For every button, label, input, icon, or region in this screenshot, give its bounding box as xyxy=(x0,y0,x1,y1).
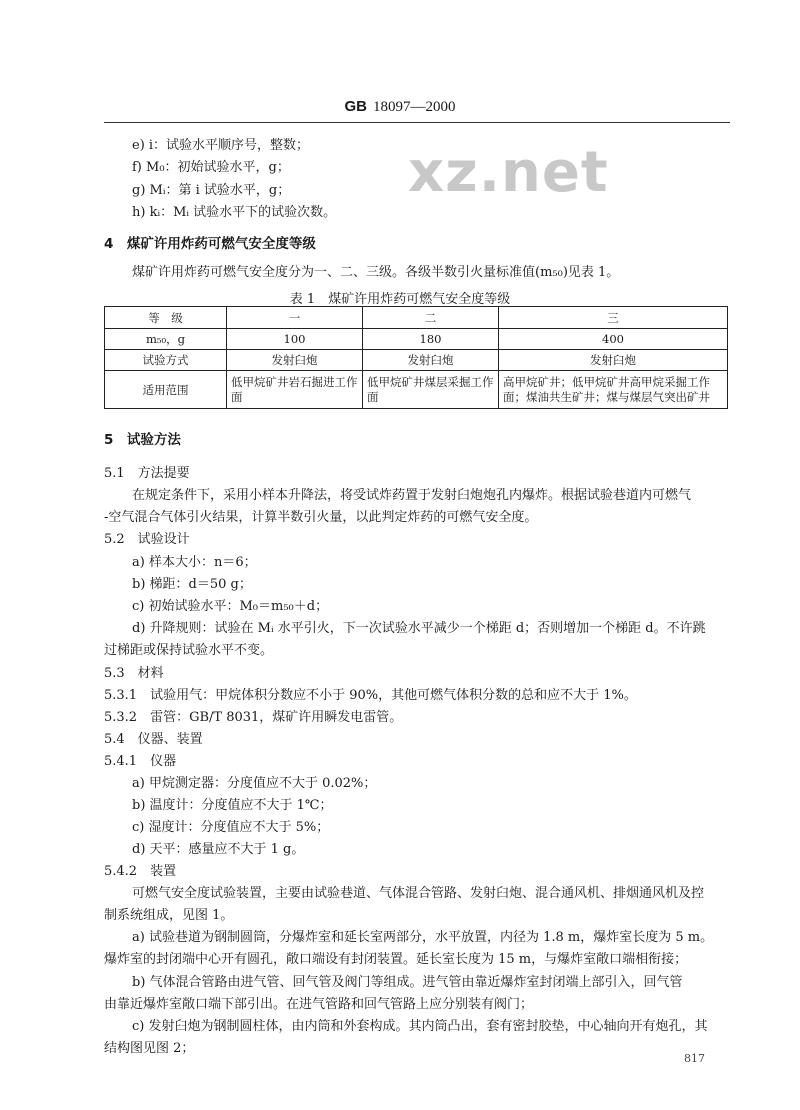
running-header xyxy=(0,98,800,116)
subsection-heading: 5.4.1 仪器 xyxy=(104,754,177,769)
list-item: b) 温度计：分度值应不大于 1℃； xyxy=(132,798,333,813)
watermark: xz.net xyxy=(408,140,609,205)
section-heading: 4 煤矿许用炸药可燃气安全度等级 xyxy=(104,236,316,252)
subsection-heading: 5.4.2 装置 xyxy=(104,864,177,879)
list-item-continuation: 过梯距或保持试验水平不变。 xyxy=(104,643,274,658)
table-cell: 发射臼炮 xyxy=(363,350,499,371)
table-header-cell: 一 xyxy=(227,307,363,329)
header-rule xyxy=(104,122,730,123)
list-item-continuation: 结构图见图 2； xyxy=(104,1041,195,1056)
table-cell: 180 xyxy=(363,329,499,350)
list-item: h) kᵢ：Mᵢ 试验水平下的试验次数。 xyxy=(132,205,337,220)
clause: 5.3.1 试验用气：甲烷体积分数应不小于 90%，其他可燃气体积分数的总和应不大于 1%。 xyxy=(104,688,637,703)
list-item-continuation: 由靠近爆炸室敞口端下部引出。在进气管路和回气管路上应分别装有阀门； xyxy=(104,997,534,1012)
table-row-label: 试验方式 xyxy=(105,350,227,371)
table-row-label: m₅₀，g xyxy=(105,329,227,350)
list-item: d) 升降规则：试验在 Mᵢ 水平引火，下一次试验水平减少一个梯距 d；否则增加一个梯距 d。不许跳 xyxy=(132,621,706,636)
table-header-cell: 二 xyxy=(363,307,499,329)
table-header-cell: 三 xyxy=(499,307,728,329)
subsection-heading: 5.3 材料 xyxy=(104,666,164,681)
list-item-continuation: 爆炸室的封闭端中心开有圆孔，敞口端设有封闭装置。延长室长度为 15 m，与爆炸室敞口端相衔接； xyxy=(104,952,688,967)
paragraph: 煤矿许用炸药可燃气安全度分为一、二、三级。各级半数引火量标准值(m₅₀)见表 1。 xyxy=(132,265,620,280)
list-item: d) 天平：感量应不大于 1 g。 xyxy=(132,842,305,857)
list-item: b) 气体混合管路由进气管、回气管及阀门等组成。进气管由靠近爆炸室封闭端上部引入，回气管 xyxy=(132,975,683,990)
table-cell: 低甲烷矿井岩石掘进工作面 xyxy=(227,371,363,409)
list-item: c) 发射臼炮为钢制圆柱体，由内筒和外套构成。其内筒凸出，套有密封胶垫，中心轴向开有炮孔，其 xyxy=(132,1019,708,1034)
list-item: a) 甲烷测定器：分度值应不大于 0.02%； xyxy=(132,776,377,791)
table-header-cell: 等 级 xyxy=(105,307,227,329)
table-cell: 100 xyxy=(227,329,363,350)
table-header-row xyxy=(105,307,728,329)
list-item: e) i：试验水平顺序号，整数； xyxy=(132,138,310,153)
clause: 5.3.2 雷管：GB/T 8031，煤矿许用瞬发电雷管。 xyxy=(104,710,403,725)
list-item: a) 试验巷道为钢制圆筒，分爆炸室和延长室两部分，水平放置，内径为 1.8 m，爆炸室长度为 5 m。 xyxy=(132,930,714,945)
list-item: b) 梯距：d＝50 g； xyxy=(132,577,252,592)
subsection-heading: 5.4 仪器、装置 xyxy=(104,732,203,747)
paragraph: -空气混合气体引火结果，计算半数引火量，以此判定炸药的可燃气安全度。 xyxy=(104,510,538,525)
table-cell: 发射臼炮 xyxy=(499,350,728,371)
table-caption: 表 1 煤矿许用炸药可燃气安全度等级 xyxy=(289,292,511,307)
table-cell: 400 xyxy=(499,329,728,350)
list-item: c) 初始试验水平：M₀＝m₅₀＋d； xyxy=(132,599,329,614)
table-row xyxy=(105,350,728,371)
list-item: f) M₀：初始试验水平，g； xyxy=(132,160,290,175)
subsection-heading: 5.1 方法提要 xyxy=(104,466,190,481)
list-item: a) 样本大小：n＝6； xyxy=(132,555,257,570)
standard-code: GB xyxy=(344,98,367,115)
list-item: c) 湿度计：分度值应不大于 5%； xyxy=(132,820,330,835)
standard-number: 18097—2000 xyxy=(373,99,456,115)
table-row-label: 适用范围 xyxy=(105,371,227,409)
table-cell: 发射臼炮 xyxy=(227,350,363,371)
section-heading: 5 试验方法 xyxy=(104,432,181,448)
table-row xyxy=(105,329,728,350)
table-row xyxy=(105,371,728,409)
paragraph: 在规定条件下，采用小样本升降法，将受试炸药置于发射臼炮炮孔内爆炸。根据试验巷道内可燃气 xyxy=(132,488,692,503)
page-number: 817 xyxy=(684,1052,705,1065)
safety-grade-table xyxy=(104,306,728,409)
subsection-heading: 5.2 试验设计 xyxy=(104,532,190,547)
list-item: g) Mᵢ：第 i 试验水平，g； xyxy=(132,183,291,198)
paragraph: 可燃气安全度试验装置，主要由试验巷道、气体混合管路、发射臼炮、混合通风机、排烟通风机及控 xyxy=(132,886,705,901)
table-cell: 高甲烷矿井；低甲烷矿井高甲烷采掘工作面；煤油共生矿井；煤与煤层气突出矿井 xyxy=(499,371,728,409)
paragraph: 制系统组成，见图 1。 xyxy=(104,908,234,923)
table-cell: 低甲烷矿井煤层采掘工作面 xyxy=(363,371,499,409)
